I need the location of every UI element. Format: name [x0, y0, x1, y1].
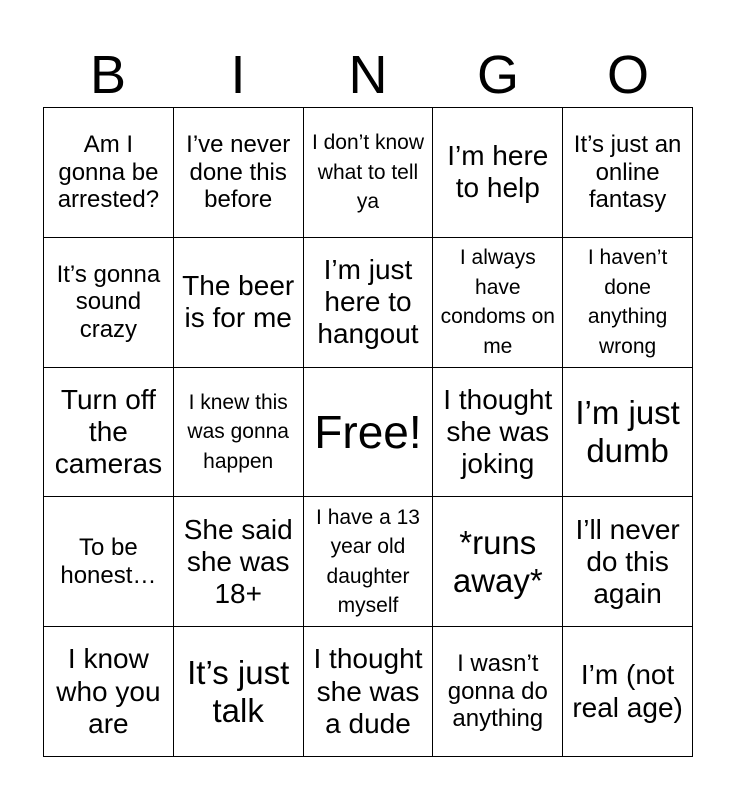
bingo-cell[interactable]: I don’t know what to tell ya: [304, 108, 434, 238]
bingo-cell[interactable]: The beer is for me: [174, 238, 304, 368]
bingo-cell[interactable]: I always have condoms on me: [433, 238, 563, 368]
header-letter-n: N: [348, 45, 388, 105]
bingo-cell[interactable]: I’ll never do this again: [563, 497, 693, 627]
bingo-cell[interactable]: I have a 13 year old daughter myself: [304, 497, 434, 627]
header-letter-g: G: [476, 45, 519, 105]
bingo-cell[interactable]: To be honest…: [44, 497, 174, 627]
bingo-cell[interactable]: It’s just talk: [174, 627, 304, 757]
bingo-cell[interactable]: I’m (not real age): [563, 627, 693, 757]
bingo-cell[interactable]: It’s gonna sound crazy: [44, 238, 174, 368]
bingo-cell[interactable]: I thought she was joking: [433, 368, 563, 498]
bingo-cell[interactable]: Turn off the cameras: [44, 368, 174, 498]
bingo-cell[interactable]: I’ve never done this before: [174, 108, 304, 238]
bingo-cell[interactable]: I know who you are: [44, 627, 174, 757]
bingo-cell[interactable]: I haven’t done anything wrong: [563, 238, 693, 368]
bingo-cell[interactable]: I’m just here to hangout: [304, 238, 434, 368]
bingo-cell[interactable]: I thought she was a dude: [304, 627, 434, 757]
bingo-cell[interactable]: I’m just dumb: [563, 368, 693, 498]
header-letter-o: O: [606, 45, 649, 105]
bingo-cell[interactable]: It’s just an online fantasy: [563, 108, 693, 238]
bingo-cell[interactable]: She said she was 18+: [174, 497, 304, 627]
bingo-cell[interactable]: I wasn’t gonna do anything: [433, 627, 563, 757]
bingo-cell[interactable]: I’m here to help: [433, 108, 563, 238]
bingo-cell[interactable]: I knew this was gonna happen: [174, 368, 304, 498]
bingo-header: [43, 44, 693, 106]
header-letter-b: B: [89, 45, 127, 105]
bingo-cell[interactable]: Am I gonna be arrested?: [44, 108, 174, 238]
bingo-board: [43, 107, 693, 757]
bingo-cell[interactable]: *runs away*: [433, 497, 563, 627]
free-space-cell[interactable]: Free!: [304, 368, 434, 498]
header-letter-i: I: [230, 45, 246, 105]
